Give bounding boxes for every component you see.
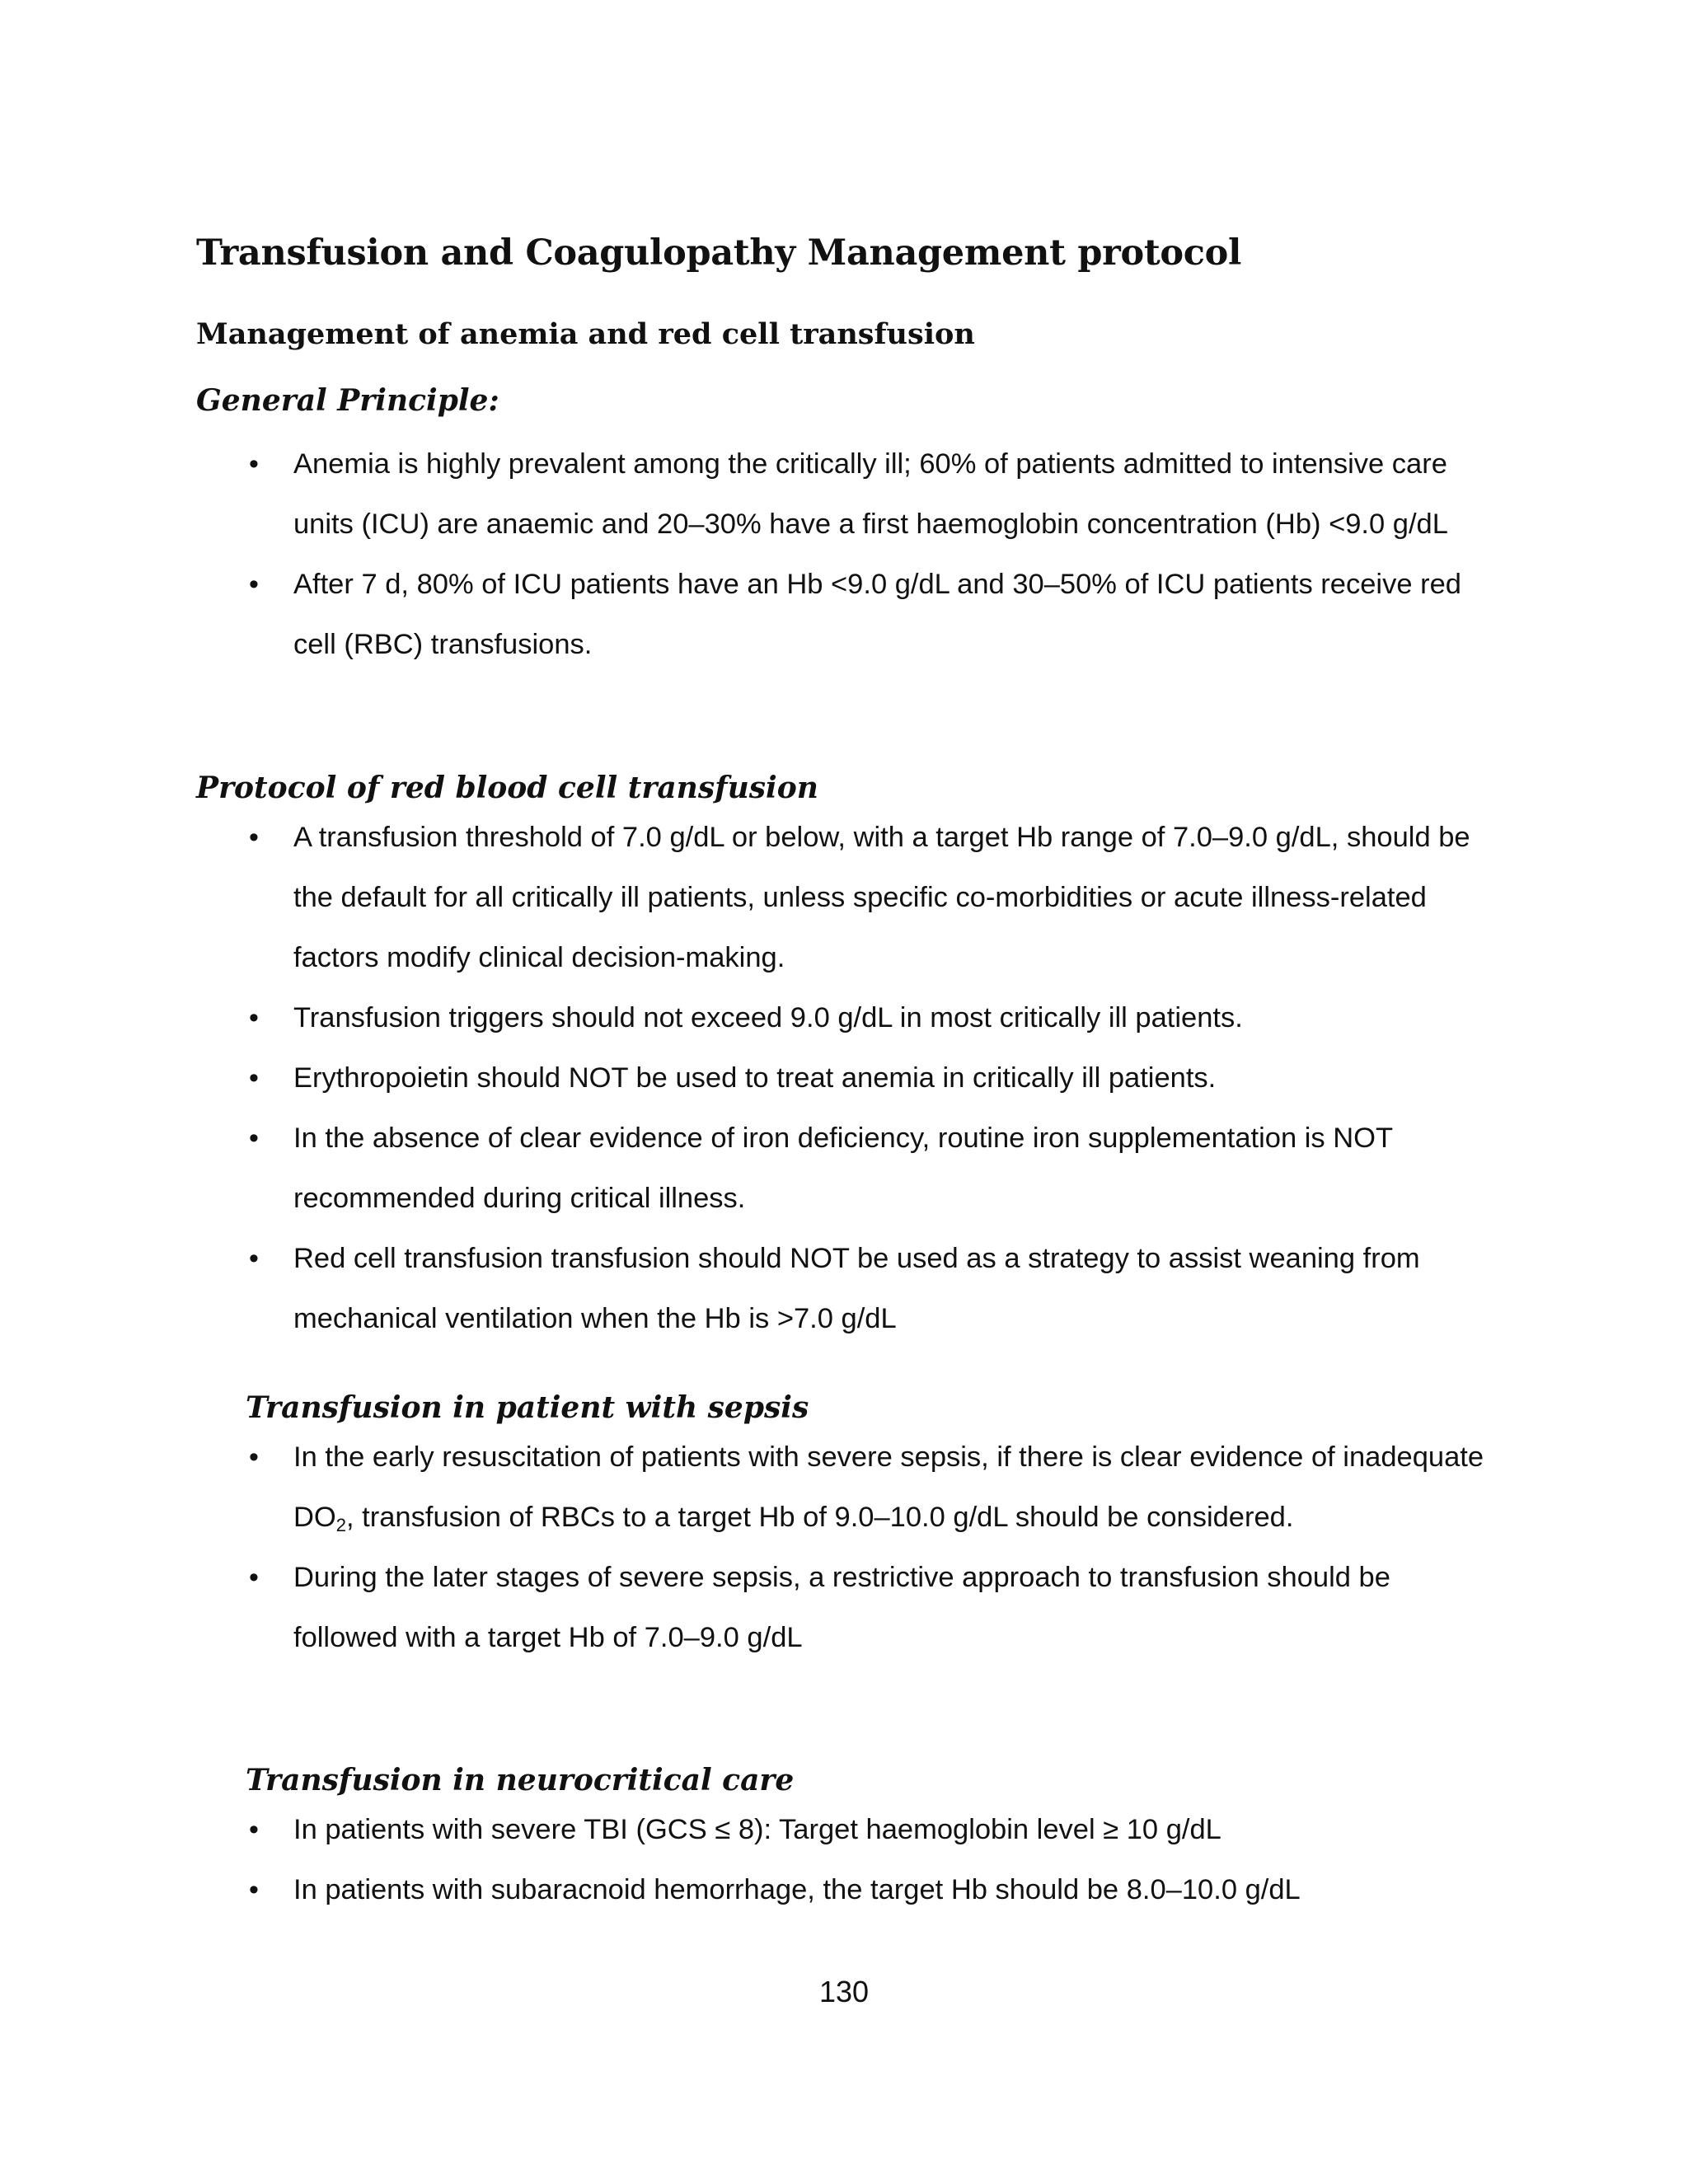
neuro-list xyxy=(196,1800,1498,1920)
bullet-icon: • xyxy=(249,1814,259,1845)
page-number: 130 xyxy=(818,1975,870,2008)
list-item: • Red cell transfusion transfusion should NOT be used as a strategy to assist weaning from mechanical ventilation when the Hb is >7.0 g/dL xyxy=(196,1229,1498,1349)
general-principle-list xyxy=(196,434,1498,675)
list-item: • Anemia is highly prevalent among the critically ill; 60% of patients admitted to intensive care units (ICU) are anaemic and 20–30% have a first haemoglobin concentration (Hb) <9.0 g/dL xyxy=(196,434,1498,555)
list-item: • After 7 d, 80% of ICU patients have an Hb <9.0 g/dL and 30–50% of ICU patients receive red cell (RBC) transfusions. xyxy=(196,555,1498,675)
bullet-icon: • xyxy=(249,448,259,480)
list-item: • In the early resuscitation of patients with severe sepsis, if there is clear evidence of inadequate $DO_2$, transfusion of RBCs to a target Hb of 9.0–10.0 g/dL should be considered. xyxy=(196,1427,1498,1548)
sepsis-heading: Transfusion in patient with sepsis xyxy=(246,1390,809,1425)
bullet-icon: • xyxy=(249,1243,259,1274)
bullet-icon: • xyxy=(249,1874,259,1905)
bullet-icon: • xyxy=(249,1441,259,1473)
bullet-icon: • xyxy=(249,1002,259,1033)
protocol-heading: Protocol of red blood cell transfusion xyxy=(196,771,818,805)
list-item: • Transfusion triggers should not exceed 9.0 g/dL in most critically ill patients. xyxy=(196,988,1498,1048)
bullet-icon: • xyxy=(249,1562,259,1593)
bullet-icon: • xyxy=(249,569,259,600)
bullet-icon: • xyxy=(249,822,259,853)
protocol-list xyxy=(196,808,1498,1349)
sepsis-list xyxy=(196,1427,1498,1668)
list-item: • In patients with subaracnoid hemorrhage, the target Hb should be 8.0–10.0 g/dL xyxy=(196,1860,1498,1920)
section-subtitle: Management of anemia and red cell transfusion xyxy=(196,317,975,351)
list-item: • A transfusion threshold of 7.0 g/dL or below, with a target Hb range of 7.0–9.0 g/dL, should be the default for all critically ill patients, unless specific co-morbidities or acute illness-related factors modify clinical decision-making. xyxy=(196,808,1498,988)
bullet-icon: • xyxy=(249,1122,259,1154)
bullet-icon: • xyxy=(249,1062,259,1094)
page-title: Transfusion and Coagulopathy Management protocol xyxy=(196,232,1242,274)
neuro-heading: Transfusion in neurocritical care xyxy=(246,1763,795,1797)
list-item: • During the later stages of severe sepsis, a restrictive approach to transfusion should be followed with a target Hb of 7.0–9.0 g/dL xyxy=(196,1548,1498,1668)
list-item: • In the absence of clear evidence of iron deficiency, routine iron supplementation is NOT recommended during critical illness. xyxy=(196,1108,1498,1229)
list-item: • Erythropoietin should NOT be used to treat anemia in critically ill patients. xyxy=(196,1048,1498,1108)
list-item: • In patients with severe TBI (GCS ≤ 8): Target haemoglobin level ≥ 10 g/dL xyxy=(196,1800,1498,1860)
general-principle-heading: General Principle: xyxy=(196,383,499,418)
